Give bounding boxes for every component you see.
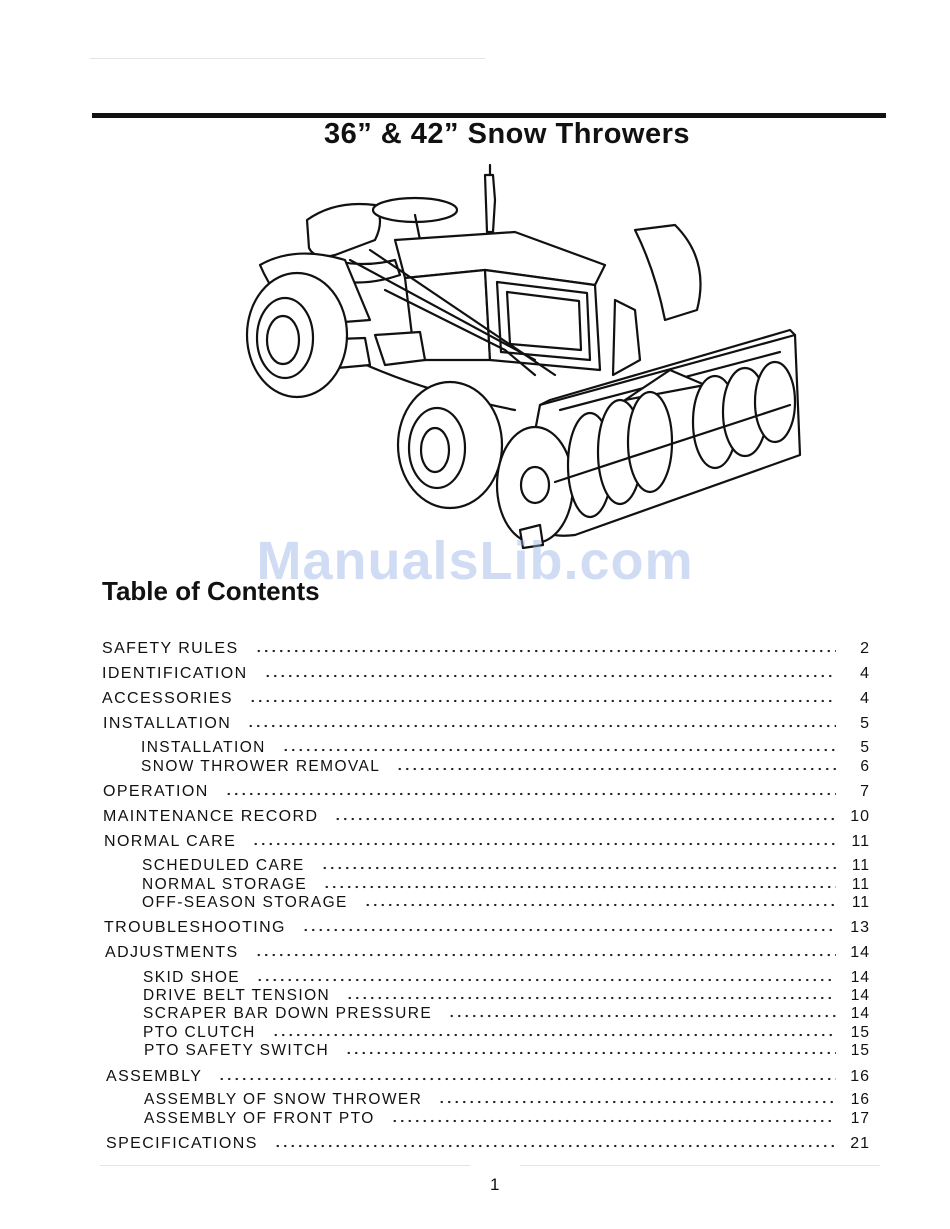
toc-entry xyxy=(0,1110,870,1128)
toc-leader-dots xyxy=(448,1014,836,1018)
toc-entry-label: PTO SAFETY SWITCH xyxy=(144,1042,330,1059)
toc-leader-dots xyxy=(249,699,836,703)
toc-entry-label: INSTALLATION xyxy=(141,739,266,756)
toc-entry-label: ASSEMBLY OF SNOW THROWER xyxy=(144,1091,423,1108)
toc-entry-label: DRIVE BELT TENSION xyxy=(143,987,331,1004)
toc-entry xyxy=(0,1068,870,1086)
toc-entry xyxy=(0,969,870,987)
toc-entry-label: SPECIFICATIONS xyxy=(106,1135,258,1152)
toc-entry-page: 16 xyxy=(850,1091,870,1108)
toc-entry-page: 2 xyxy=(860,640,870,657)
toc-entry-label: TROUBLESHOOTING xyxy=(104,919,286,936)
toc-entry xyxy=(0,1005,870,1023)
toc-entry xyxy=(0,1024,870,1042)
toc-leader-dots xyxy=(346,996,836,1000)
toc-entry-label: ASSEMBLY xyxy=(106,1068,203,1085)
toc-entry xyxy=(0,783,870,801)
toc-entry xyxy=(0,876,870,894)
toc-entry-page: 4 xyxy=(860,690,870,707)
toc-leader-dots xyxy=(272,1033,836,1037)
page-number: 1 xyxy=(490,1175,500,1194)
toc-entry-label: OFF-SEASON STORAGE xyxy=(142,894,348,911)
toc-leader-dots xyxy=(396,767,836,771)
toc-entry-page: 14 xyxy=(850,1005,870,1022)
toc-entry-page: 17 xyxy=(850,1110,870,1127)
toc-entry-label: NORMAL STORAGE xyxy=(142,876,308,893)
toc-entry xyxy=(0,665,870,683)
toc-entry xyxy=(0,808,870,826)
toc-leader-dots xyxy=(247,724,836,728)
toc-entry xyxy=(0,690,870,708)
scan-artifact-line xyxy=(520,1165,880,1166)
toc-entry-page: 11 xyxy=(851,857,870,874)
toc-leader-dots xyxy=(255,953,836,957)
toc-entry-page: 14 xyxy=(850,969,870,986)
toc-entry-label: MAINTENANCE RECORD xyxy=(103,808,319,825)
lawn-tractor-with-snow-thrower-icon xyxy=(235,160,815,560)
toc-entry-page: 11 xyxy=(851,876,870,893)
toc-entry-page: 5 xyxy=(860,739,870,756)
toc-leader-dots xyxy=(334,817,836,821)
toc-entry-page: 21 xyxy=(850,1135,870,1152)
toc-entry-page: 7 xyxy=(860,783,870,800)
toc-entry xyxy=(0,987,870,1005)
toc-entry-label: SNOW THROWER REMOVAL xyxy=(141,758,381,775)
scan-artifact-line xyxy=(100,1165,470,1166)
toc-entry-page: 15 xyxy=(850,1042,870,1059)
toc-entry-page: 13 xyxy=(850,919,870,936)
toc-leader-dots xyxy=(391,1119,836,1123)
toc-entry-page: 6 xyxy=(860,758,870,775)
toc-leader-dots xyxy=(323,885,836,889)
toc-entry-page: 10 xyxy=(850,808,870,825)
toc-entry xyxy=(0,758,870,776)
toc-entry-label: ASSEMBLY OF FRONT PTO xyxy=(144,1110,375,1127)
toc-entry xyxy=(0,1135,870,1153)
toc-entry xyxy=(0,944,870,962)
toc-entry-label: INSTALLATION xyxy=(103,715,232,732)
toc-entry-page: 14 xyxy=(850,944,870,961)
toc-entry-label: SCHEDULED CARE xyxy=(142,857,305,874)
document-title: 36” & 42” Snow Throwers xyxy=(323,118,691,150)
toc-entry-page: 5 xyxy=(860,715,870,732)
toc-entry-label: SKID SHOE xyxy=(143,969,241,986)
toc-leader-dots xyxy=(256,978,836,982)
toc-entry-label: IDENTIFICATION xyxy=(102,665,248,682)
toc-entry-page: 11 xyxy=(851,833,870,850)
toc-leader-dots xyxy=(438,1100,836,1104)
toc-leader-dots xyxy=(364,903,836,907)
toc-entry-label: NORMAL CARE xyxy=(104,833,237,850)
toc-entry-label: SAFETY RULES xyxy=(102,640,239,657)
toc-leader-dots xyxy=(274,1144,836,1148)
toc-leader-dots xyxy=(264,674,836,678)
toc-entry-label: ADJUSTMENTS xyxy=(105,944,239,961)
toc-entry xyxy=(0,919,870,937)
toc-leader-dots xyxy=(321,866,836,870)
toc-leader-dots xyxy=(255,649,836,653)
toc-entry xyxy=(0,833,870,851)
scan-artifact-line xyxy=(90,58,485,59)
toc-entry xyxy=(0,715,870,733)
toc-entry-label: ACCESSORIES xyxy=(102,690,233,707)
toc-leader-dots xyxy=(218,1077,836,1081)
watermark: ManualsLib.com xyxy=(256,531,694,591)
toc-entry-page: 4 xyxy=(860,665,870,682)
toc-entry xyxy=(0,857,870,875)
toc-leader-dots xyxy=(282,748,836,752)
toc-leader-dots xyxy=(225,792,836,796)
toc-heading: Table of Contents xyxy=(102,576,320,606)
toc-entry xyxy=(0,894,870,912)
toc-entry xyxy=(0,640,870,658)
toc-entry-label: OPERATION xyxy=(103,783,209,800)
toc-entry xyxy=(0,739,870,757)
toc-entry-label: PTO CLUTCH xyxy=(143,1024,256,1041)
toc-leader-dots xyxy=(345,1051,836,1055)
toc-entry-page: 14 xyxy=(850,987,870,1004)
toc-leader-dots xyxy=(252,842,836,846)
toc-leader-dots xyxy=(302,928,836,932)
toc-entry xyxy=(0,1042,870,1060)
toc-entry-page: 11 xyxy=(851,894,870,911)
toc-entry xyxy=(0,1091,870,1109)
toc-entry-page: 16 xyxy=(850,1068,870,1085)
toc-entry-label: SCRAPER BAR DOWN PRESSURE xyxy=(143,1005,433,1022)
toc-entry-page: 15 xyxy=(850,1024,870,1041)
